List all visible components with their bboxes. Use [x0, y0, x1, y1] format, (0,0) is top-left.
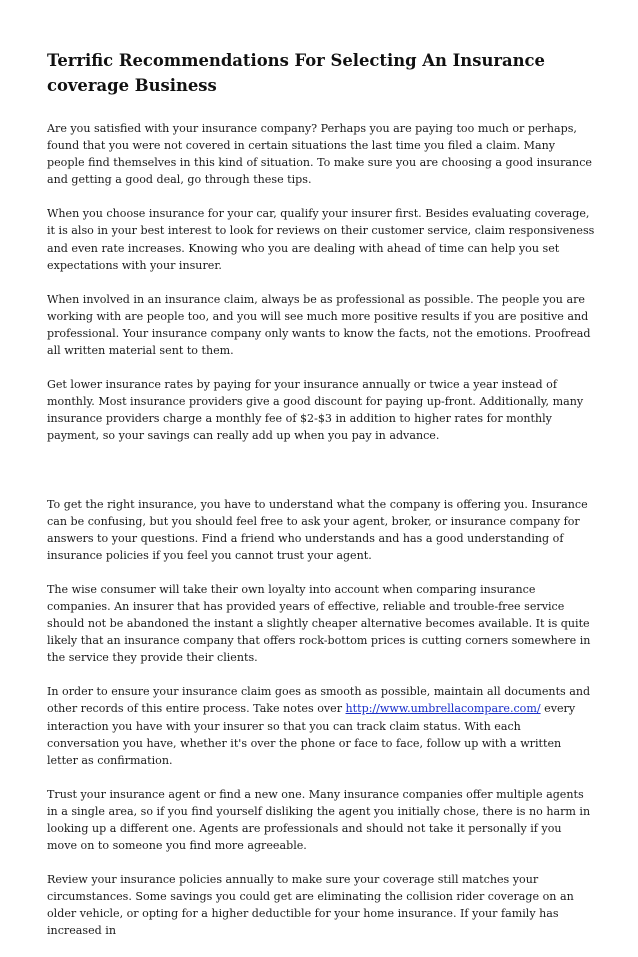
- document-page: [47, 48, 595, 957]
- paragraph-intro: Are you satisfied with your insurance company? Perhaps you are paying too much or perhaps, found that you were not covered in certain situations the last time you filed a claim. Many people find themselves in this kind of situation. To make sure you are choosing a good insurance and getting a good deal, go through these tips.: [47, 122, 592, 187]
- umbrellacompare-link[interactable]: http://www.umbrellacompare.com/: [345, 702, 541, 716]
- page-title: Terrific Recommendations For Selecting An Insurance coverage Business: [47, 51, 545, 95]
- paragraph-car-insurance: When you choose insurance for your car, qualify your insurer first. Besides evaluating coverage, it is also in your best interest to look for reviews on their customer service, claim responsiveness and even rate increases. Knowing who you are dealing with ahead of time can help you set expectations with your insurer.: [47, 207, 595, 272]
- paragraph-trust-agent: Trust your insurance agent or find a new one. Many insurance companies offer multiple agents in a single area, so if you find yourself disliking the agent you initially chose, there is no harm in looking up a different one. Agents are professionals and should not take it personally if you move on to someone you find more agreeable.: [47, 787, 591, 853]
- paragraph-claim-professional: When involved in an insurance claim, always be as professional as possible. The people you are working with are people too, and you will see much more positive results if you are positive and professional. Your insurance company only wants to know the facts, not the emotions. Proofread all written material sent to them.: [47, 292, 591, 358]
- paragraph-text-after-link: every interaction you have with your insurer so that you can track claim status. With each conversation you have, whether it's over the phone or face to face, follow up with a written letter as confirmation.: [47, 702, 576, 767]
- paragraph-claim-records: [47, 683, 595, 768]
- paragraph-review-policies: Review your insurance policies annually to make sure your coverage still matches your circumstances. Some savings you could get are eliminating the collision rider coverage on an older vehicle, or opting for a higher deductible for your home insurance. If your family has increased in: [47, 873, 574, 938]
- paragraph-text-before-link: In order to ensure your insurance claim goes as smooth as possible, maintain all documents and other records of this entire process. Take notes over: [47, 685, 591, 716]
- paragraph-lower-rates: Get lower insurance rates by paying for your insurance annually or twice a year instead of monthly. Most insurance providers give a good discount for paying up-front. Additionally, many insurance providers charge a monthly fee of $2-$3 in addition to higher rates for monthly payment, so your savings can really add up when you pay in advance.: [47, 378, 584, 443]
- paragraph-understand-offer: To get the right insurance, you have to understand what the company is offering you. Insurance can be confusing, but you should feel free to ask your agent, broker, or insurance company for answers to your questions. Find a friend who understands and has a good understanding of insurance policies if you feel you cannot trust your agent.: [47, 497, 588, 562]
- paragraph-loyalty: The wise consumer will take their own loyalty into account when comparing insurance companies. An insurer that has provided years of effective, reliable and trouble-free service should not be abandoned the instant a slightly cheaper alternative becomes available. It is quite likely that an insurance company that offers rock-bottom prices is cutting corners somewhere in the service they provide their clients.: [47, 582, 591, 665]
